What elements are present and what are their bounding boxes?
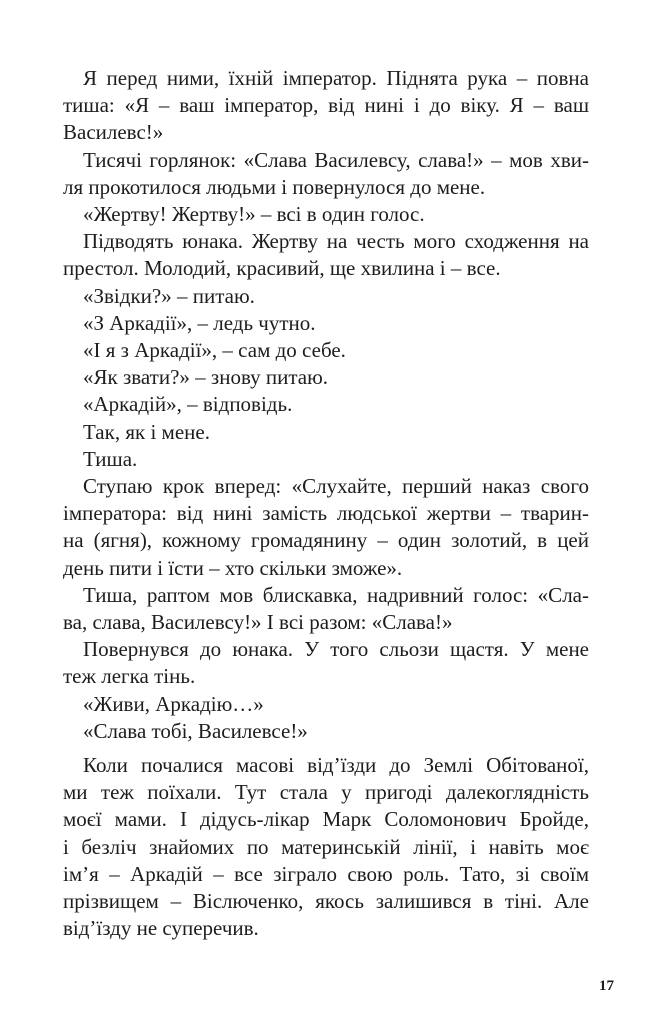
text-line: «З Аркадії», – ледь чутно.	[83, 310, 316, 335]
text-line: день пити і їсти – хто скільки зможе».	[63, 555, 403, 580]
text-line: «Жертву! Жертву!» – всі в один голос.	[83, 202, 425, 227]
text-line: від’їзду не суперечив.	[63, 916, 259, 941]
paragraph	[63, 582, 589, 636]
paragraph	[63, 691, 589, 718]
text-line: Ступаю крок вперед: «Слухайте, перший наказ свого	[83, 474, 589, 499]
text-line: імператора: від нині замість людської жертви – тварин-	[63, 501, 589, 526]
text-section-story	[63, 65, 589, 745]
text-line: Василевс!»	[63, 120, 164, 145]
text-line: престол. Молодий, красивий, ще хвилина і – все.	[63, 256, 501, 281]
text-line: ва, слава, Василевсу!» І всі разом: «Слава!»	[63, 610, 453, 635]
paragraph	[63, 364, 589, 391]
text-line: «Аркадій», – відповідь.	[83, 392, 293, 417]
paragraph	[63, 752, 589, 942]
paragraph	[63, 228, 589, 282]
paragraph	[63, 391, 589, 418]
text-line: ім’я – Аркадій – все зіграло свою роль. Тато, зі своїм	[63, 861, 589, 886]
text-line: тиша: «Я – ваш імператор, від нині і до віку. Я – ваш	[63, 93, 589, 118]
text-line: «Звідки?» – питаю.	[83, 283, 255, 308]
text-line: Підводять юнака. Жертву на честь мого сходження на	[83, 229, 589, 254]
text-line: «Живи, Аркадію…»	[83, 691, 264, 716]
paragraph	[63, 147, 589, 201]
text-line: моєї мами. І дідусь-лікар Марк Соломонович Бройде,	[63, 807, 589, 832]
paragraph	[63, 718, 589, 745]
text-line: на (ягня), кожному громадянину – один золотий, в цей	[63, 528, 589, 553]
paragraph	[63, 446, 589, 473]
text-line: Тиша.	[83, 446, 138, 471]
text-line: «І я з Аркадії», – сам до себе.	[83, 338, 346, 363]
paragraph	[63, 636, 589, 690]
text-line: теж легка тінь.	[63, 664, 196, 689]
text-section-emigration	[63, 752, 589, 942]
paragraph	[63, 473, 589, 582]
text-line: «Як звати?» – знову питаю.	[83, 365, 329, 390]
text-line: Коли почалися масові від’їзди до Землі Обітованої,	[83, 753, 589, 777]
page-number: 17	[599, 978, 614, 994]
text-line: ми теж поїхали. Тут стала у пригоді далекоглядність	[63, 780, 589, 805]
text-line: «Слава тобі, Василевсе!»	[83, 718, 308, 743]
paragraph	[63, 201, 589, 228]
paragraph	[63, 310, 589, 337]
text-line: Тиша, раптом мов блискавка, надривний голос: «Сла-	[83, 582, 589, 607]
text-line: ля прокотилося людьми і повернулося до мене.	[63, 174, 486, 199]
text-line: прізвищем – Віслюченко, якось залишився в тіні. Але	[63, 889, 589, 914]
paragraph	[63, 65, 589, 147]
text-line: Тисячі горлянок: «Слава Василевсу, слава!» – мов хви-	[83, 147, 589, 172]
text-line: Так, як і мене.	[83, 419, 210, 444]
paragraph	[63, 283, 589, 310]
paragraph	[63, 419, 589, 446]
text-line: Повернувся до юнака. У того сльози щастя. У мене	[83, 637, 589, 662]
text-line: і безліч знайомих по материнській лінії, і навіть моє	[63, 834, 589, 859]
text-line: Я перед ними, їхній імператор. Піднята рука – повна	[83, 66, 589, 90]
paragraph	[63, 337, 589, 364]
